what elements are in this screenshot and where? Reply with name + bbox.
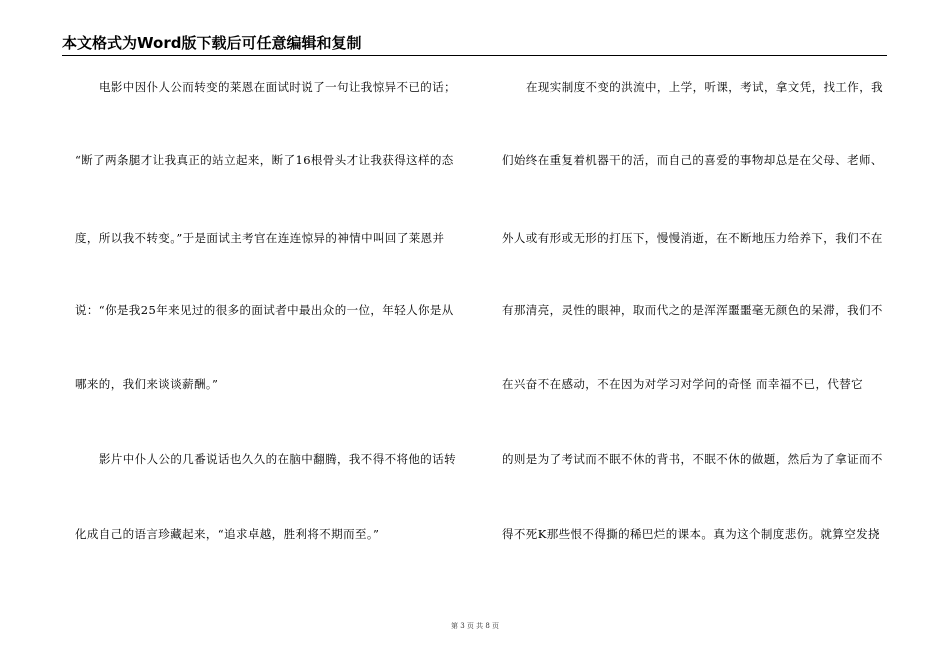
document-title: 本文格式为Word版下载后可任意编辑和复制: [62, 34, 362, 52]
paragraph-line: “断了两条腿才让我真正的站立起来，断了16根骨头才让我获得这样的态: [75, 153, 454, 167]
paragraph-line: 外人或有形或无形的打压下，慢慢消逝，在不断地压力给养下，我们不在: [502, 231, 883, 245]
right-text-column: [502, 0, 912, 672]
paragraph-line: 影片中仆人公的几番说话也久久的在脑中翻腾，我不得不将他的话转: [99, 452, 456, 466]
paragraph-line: 度，所以我不转变。”于是面试主考官在连连惊异的神情中叫回了莱恩并: [75, 231, 445, 245]
paragraph-line: 在兴奋不在感动，不在因为对学习对学问的奇怪 而幸福不已，代替它: [502, 377, 864, 391]
paragraph-line: 电影中因仆人公而转变的莱恩在面试时说了一句让我惊异不已的话；: [99, 80, 456, 94]
paragraph-line: 在现实制度不变的洪流中，上学，听课，考试，拿文凭，找工作，我: [526, 80, 883, 94]
page-number-footer: 第 3 页 共 8 页: [450, 622, 500, 630]
paragraph-line: 化成自己的语言珍藏起来，“追求卓越，胜利将不期而至。”: [75, 527, 380, 541]
paragraph-line: 说：“你是我25年来见过的很多的面试者中最出众的一位，年轻人你是从: [75, 303, 454, 317]
paragraph-line: 哪来的，我们来谈谈薪酬。”: [75, 377, 219, 391]
paragraph-line: 们始终在重复着机器干的活，而自己的喜爱的事物却总是在父母、老师、: [502, 153, 883, 167]
paragraph-line: 得不死K那些恨不得撕的稀巴烂的课本。真为这个制度悲伤。就算空发挠: [502, 527, 880, 541]
paragraph-line: 有那清亮，灵性的眼神，取而代之的是浑浑噩噩毫无颜色的呆滞，我们不: [502, 303, 883, 317]
paragraph-line: 的则是为了考试而不眠不休的背书，不眠不休的做题，然后为了拿证而不: [502, 452, 883, 466]
left-text-column: [75, 0, 485, 672]
